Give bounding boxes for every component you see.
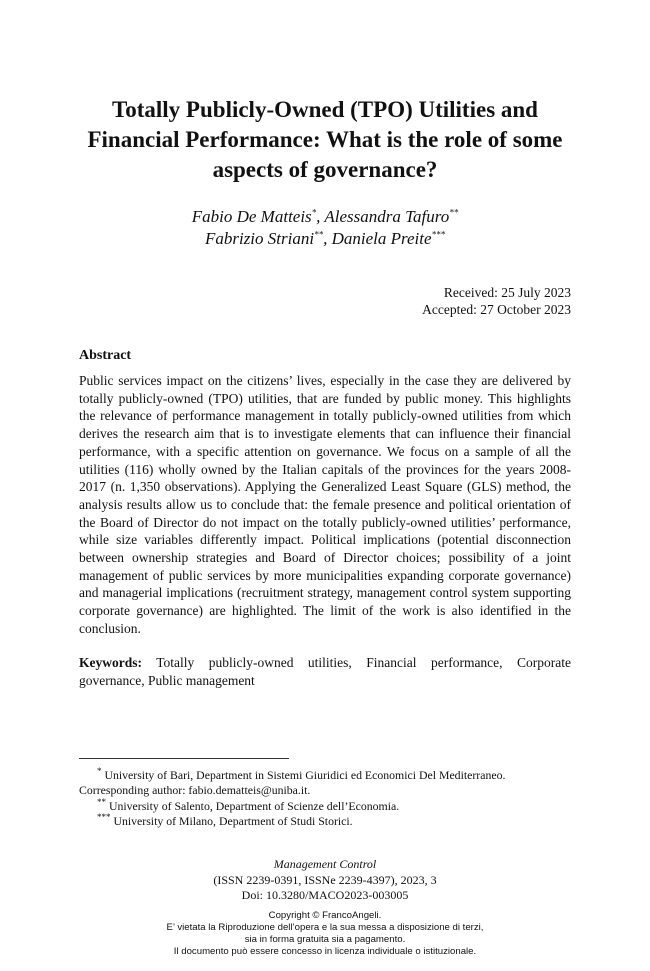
paper-title (60, 95, 590, 185)
journal-details: (ISSN 2239-0391, ISSNe 2239-4397), 2023, 3 (213, 872, 437, 887)
doi: Doi: 10.3280/MACO2023-003005 (241, 888, 409, 902)
affiliation-mark: *** (431, 229, 446, 240)
copyright-line-3: sia in forma gratuita sia a pagamento. (244, 934, 406, 945)
footnote-text: Corresponding author: fabio.dematteis@uniba.it. (79, 783, 311, 798)
copyright-line-2: E’ vietata la Riproduzione dell’opera e la sua messa a disposizione di terzi, (166, 922, 484, 933)
footnote-text: University of Salento, Department of Scienze dell’Economia. (106, 798, 400, 813)
author-name: Alessandra Tafuro (324, 207, 450, 226)
author-list (60, 206, 590, 250)
footnote-text: University of Bari, Department in Sistemi Giuridici ed Economici Del Mediterraneo. (101, 768, 506, 782)
submission-dates (422, 284, 571, 318)
footnotes (79, 768, 574, 829)
keywords (79, 654, 571, 689)
title-line-1: Totally Publicly-Owned (TPO) Utilities and (112, 97, 538, 122)
footnote-mark: *** (97, 811, 111, 822)
accepted-date: Accepted: 27 October 2023 (422, 302, 571, 317)
keywords-label: Keywords: (79, 655, 142, 670)
footnote-mark: ** (97, 796, 106, 807)
footnote-divider (79, 758, 289, 759)
title-line-3: aspects of governance? (212, 157, 438, 182)
author-line-2: Fabrizio Striani**, Daniela Preite*** (204, 229, 446, 248)
title-line-2: Financial Performance: What is the role of some (87, 127, 563, 152)
footnote-3 (79, 811, 574, 829)
keywords-text: Totally publicly-owned utilities, Financial performance, Corporate governance, Public management (79, 655, 571, 688)
journal-citation (60, 857, 590, 888)
footnote-1 (79, 768, 574, 783)
author-name: Fabio De Matteis (191, 207, 312, 226)
copyright-notice (60, 910, 590, 958)
abstract-text: Public services impact on the citizens’ lives, especially in the case they are delivered by totally publicly-owned (TPO) utilities, that are funded by public money. This highlights the relevance of performance management in totally publicly-owned utilities from which derives the research aim that is to investigate elements that can influence their financial performance, with a specific attention on governance. We focus on a sample of all the utilities (116) wholly owned by the Italian capitals of the provinces for the years 2008-2017 (n. 1,350 observations). Applying the Generalized Least Square (GLS) method, the analysis results allow us to conclude that: the female presence and political orientation of the Board of Director do not impact on the totally publicly-owned utilities’ performance, while size variables differently impact. Political implications (potential disconnection between ownership strategies and Board of Director choices; possibility of a joint management of public services by more municipalities expanding corporate governance) and managerial implications (recruitment strategy, management control system supporting corporate governance) are highlighted. The limit of the work is also identified in the conclusion. (79, 373, 571, 636)
footnote-corresponding (79, 783, 574, 798)
author-name: Daniela Preite (331, 229, 432, 248)
affiliation-mark: ** (449, 207, 459, 218)
affiliation-mark: ** (314, 229, 324, 240)
footnote-text: University of Milano, Department of Studi Storici. (110, 813, 353, 828)
author-line-1: Fabio De Matteis*, Alessandra Tafuro** (191, 207, 459, 226)
footnote-2 (79, 796, 574, 814)
author-name: Fabrizio Striani (204, 229, 315, 248)
copyright-line-1: Copyright © FrancoAngeli. (268, 910, 382, 921)
footnote-mark: * (97, 766, 102, 777)
received-date: Received: 25 July 2023 (443, 285, 571, 300)
abstract-heading: Abstract (79, 348, 132, 363)
journal-name: Management Control (273, 857, 377, 871)
affiliation-mark: * (311, 207, 317, 218)
journal-info (60, 857, 590, 904)
copyright-line-4: Il documento può essere concesso in licenza individuale o istituzionale. (173, 946, 477, 957)
